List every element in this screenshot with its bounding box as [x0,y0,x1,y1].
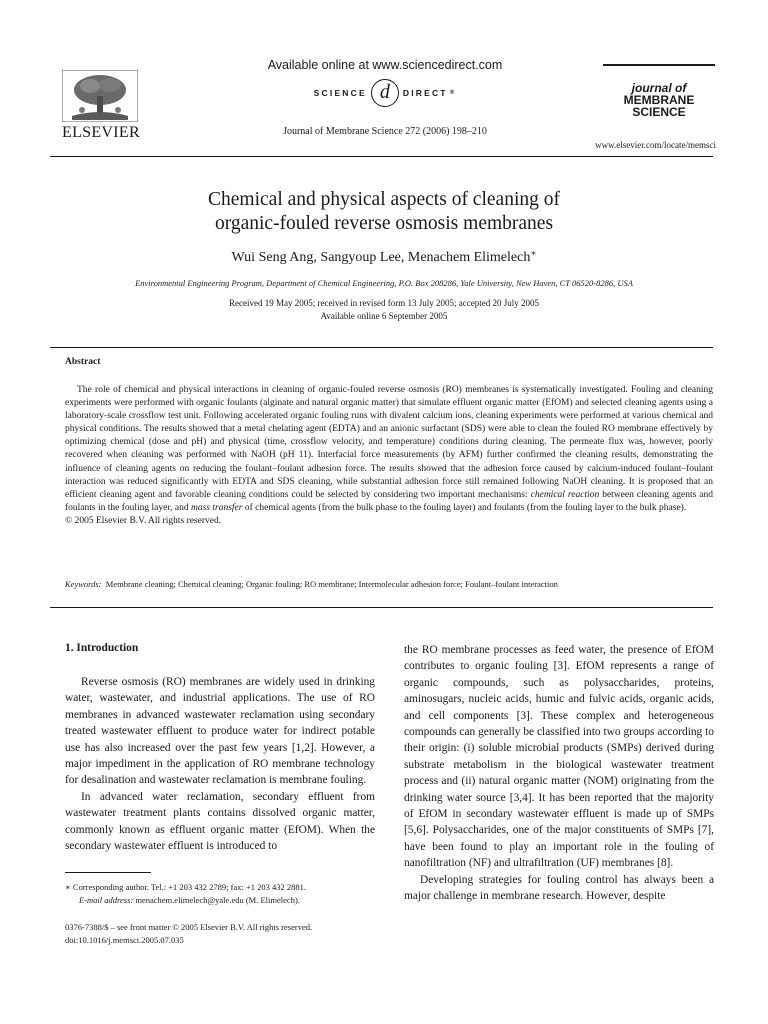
journal-citation: Journal of Membrane Science 272 (2006) 198–210 [283,126,487,137]
journal-logo-line2: MEMBRANE [623,93,695,107]
left-column [65,674,375,854]
keywords-label: Keywords: [65,579,102,589]
right-column [404,642,714,905]
doi-link[interactable]: doi:10.1016/j.memsci.2005.07.035 [65,935,184,945]
abstract-text-b: between cleaning agents and foulants in the fouling layer, and [65,489,713,513]
email-address-link[interactable]: menachem.elimelech@yale.edu (M. Elimelech). [133,895,300,905]
abstract-top-divider [50,347,713,348]
abstract-body [65,384,713,528]
email-label: E-mail address: [79,895,134,905]
affiliation: Environmental Engineering Program, Department of Chemical Engineering, P.O. Box 208286, Yale University, New Haven, CT 06520-8286, USA [135,278,633,288]
elsevier-tree-logo [62,70,138,122]
header-divider [50,156,713,157]
abstract-em-a: chemical reaction [530,489,600,500]
publisher-name: ELSEVIER [62,124,140,141]
email-note [65,894,375,907]
author-list [60,248,708,266]
authors-text: Wui Seng Ang, Sangyoup Lee, Menachem Elimelech [231,250,531,265]
journal-logo-line1: journal of [631,81,687,95]
sciencedirect-logo[interactable] [290,78,480,108]
corresponding-author-note [65,881,375,894]
issn-line: 0376-7388/$ – see front matter © 2005 Elsevier B.V. All rights reserved. [65,922,313,932]
sciencedirect-trademark: ® [449,90,457,96]
intro-paragraph-3: Developing strategies for fouling control has always been a major challenge in membrane research. However, despite [404,873,714,903]
article-title [60,188,708,236]
corresponding-author-mark[interactable]: ∗ [530,248,537,258]
intro-paragraph-2-cont: the RO membrane processes as feed water, the presence of EfOM contributes to organic fouling [3]. EfOM represents a range of organic compounds, such as polysaccharides, proteins, aminosugars, nucleic acids, humic and fulvic acids, organic acids, and cell components [3]. These complex and heterogeneous compounds can generally be classified into two groups according to their origin: (i) soluble microbial products (SMPs) derived during substrate metabolism in the biological wastewater treatment process and (ii) natural organic matter (NOM) originating from the drinking water source [3,4]. It has been reported that the majority of EfOM in secondary wastewater effluent is made up of SMPs [5,6]. Polysaccharides, one of the major constituents of SMPs [7], have been found to play an important role in the fouling of nanofiltration (NF) and ultrafiltration (UF) membranes [8]. [404,644,714,870]
footnote-mark: ∗ [65,882,71,892]
abstract-copyright: © 2005 Elsevier B.V. All rights reserved. [65,515,222,526]
journal-logo [603,82,715,118]
keywords-text: Membrane cleaning; Chemical cleaning; Organic fouling; RO membrane; Intermolecular adhesion force; Foulant–foulant interaction [105,579,558,589]
available-online-link[interactable]: Available online at www.sciencedirect.com [267,58,503,72]
sciencedirect-left: SCIENCE [313,88,367,98]
section-heading-introduction: 1. Introduction [65,642,139,654]
footnote-corresponding: Corresponding author. Tel.: +1 203 432 2789; fax: +1 203 432 2881. [70,882,307,892]
keywords [65,579,713,589]
intro-paragraph-1: Reverse osmosis (RO) membranes are widely used in drinking water, wastewater, and industrial applications. The use of RO membranes in advanced wastewater reclamation using secondary treated wastewater effluent to produce water for indirect potable use has also increased over the past few years [1,2]. However, a major impediment in the application of RO membrane technology for desalination and wastewater reclamation is membrane fouling. [65,676,375,787]
journal-url-link[interactable]: www.elsevier.com/locate/memsci [595,140,716,150]
article-dates [60,297,708,323]
sciencedirect-at-icon: d [371,79,399,107]
footnote-rule [65,872,151,873]
body-top-divider [50,607,713,608]
title-line-2: organic-fouled reverse osmosis membranes [214,213,554,234]
abstract-em-b: mass transfer [191,502,243,513]
abstract-heading: Abstract [65,357,101,367]
title-line-1: Chemical and physical aspects of cleaning of [208,189,560,210]
journal-logo-rule [603,64,715,66]
sciencedirect-right: DIRECT [402,88,448,98]
front-matter [65,921,395,947]
abstract-text-c: of chemical agents (from the bulk phase to the fouling layer) and foulants (from the fouling layer to the bulk phase). [242,502,687,513]
received-dates: Received 19 May 2005; received in revised form 13 July 2005; accepted 20 July 2005 [229,298,539,308]
abstract-text-a: The role of chemical and physical interactions in cleaning of organic-fouled reverse osmosis (RO) membranes is systematically investigated. Fouling and cleaning experiments were performed with organic foulants (alginate and natural organic matter) that simulate effluent organic matter (EfOM) and selected cleaning agents using a laboratory-scale crossflow test unit. Following accelerated organic fouling runs with divalent calcium ions, cleaning experiments were performed at various chemical and physical conditions. The results showed that a metal chelating agent (EDTA) and an anionic surfactant (SDS) were able to clean the fouled RO membrane effectively by optimizing chemical (dose and pH) and physical (time, crossflow velocity, and temperature) conditions during cleaning. The permeate flux was, however, poorly recovered when cleaning was performed with NaOH (pH 11). Interfacial force measurements (by AFM) further confirmed the cleaning results, demonstrating the influence of cleaning agents on reducing the foulant–foulant adhesion force. The results showed that the adhesion force caused by calcium-induced foulant–foulant interaction was reduced significantly with EDTA and SDS cleaning, while substantial adhesion force still remained following NaOH cleaning. It is proposed that an efficient cleaning agent and favorable cleaning conditions could be selected by considering two important mechanisms: [65,385,713,500]
journal-logo-line3: SCIENCE [632,105,686,119]
abstract-paragraph [65,384,713,515]
available-date: Available online 6 September 2005 [320,311,448,321]
footnote [65,881,375,907]
intro-paragraph-2-start: In advanced water reclamation, secondary effluent from wastewater treatment plants contains dissolved organic matter, commonly known as effluent organic matter (EfOM). When the secondary wastewater effluent is introduced to [65,790,375,853]
